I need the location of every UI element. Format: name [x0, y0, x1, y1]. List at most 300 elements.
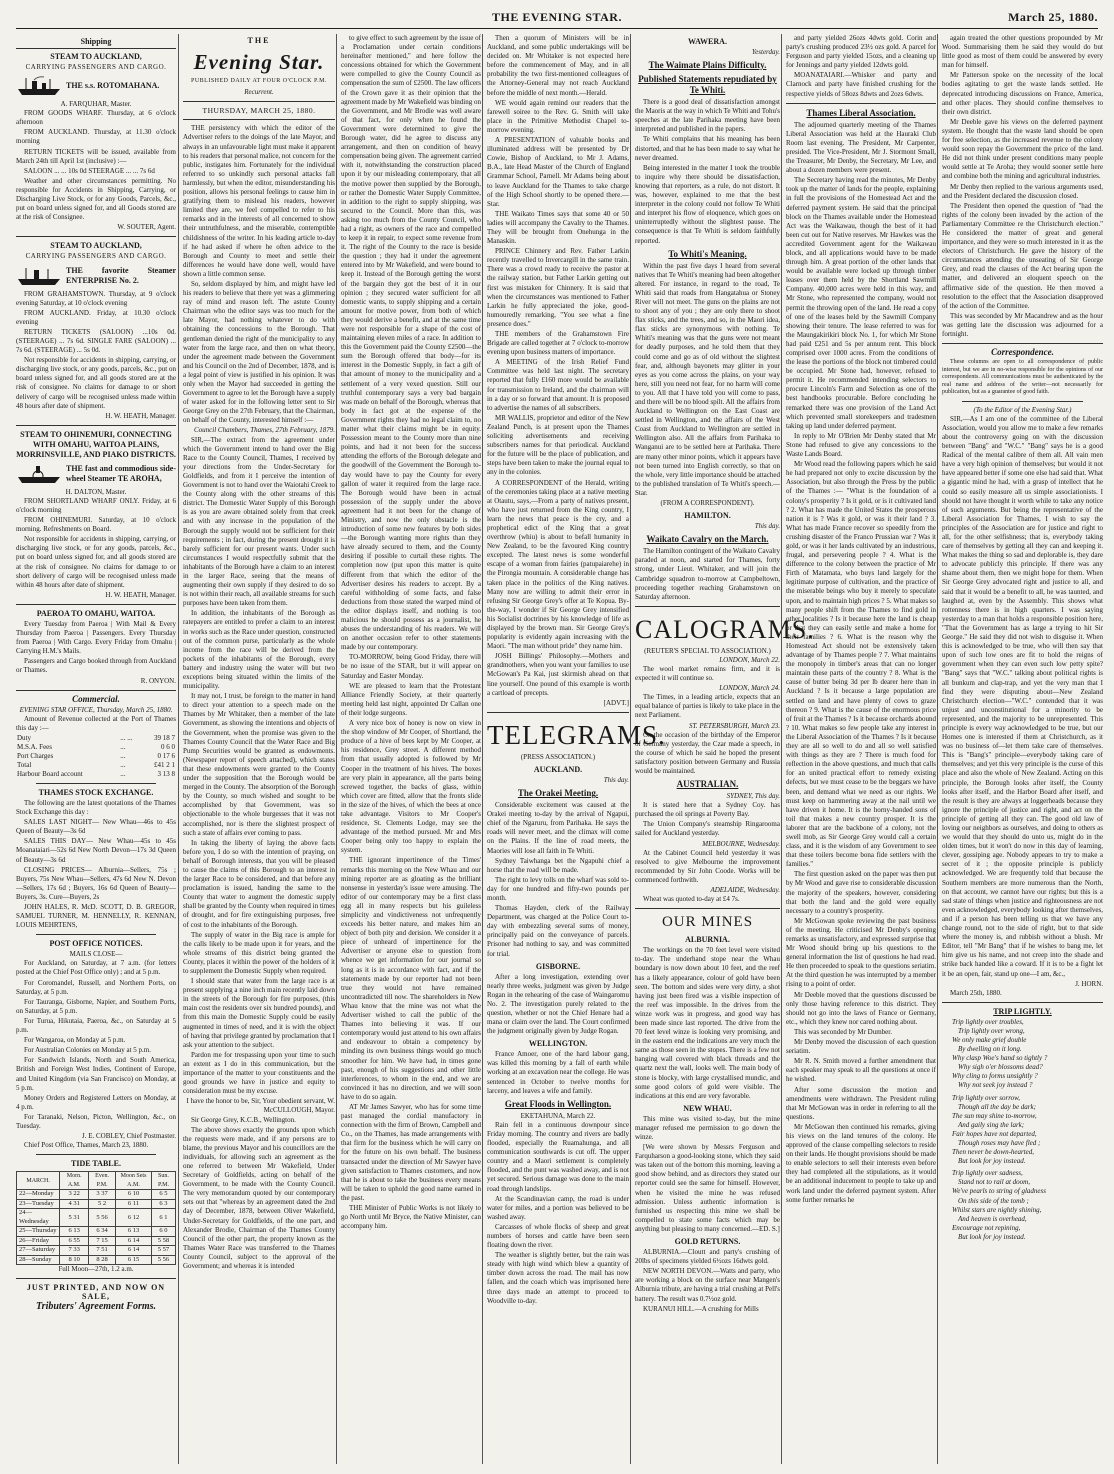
schedule: FROM OHINEMURI. Saturday, at 10 o'clock morning. Refreshments on Board. [16, 516, 176, 534]
stock-exchange-heading: THAMES STOCK EXCHANGE. [38, 787, 154, 797]
revenue-cell: ... [120, 751, 126, 760]
advertisement-paragraph: JOSH Billings' Philosophy.—Mothers and grandmothers, when you want your families to use McGowan's Pa Kai, just skirmish ahead on that line yourself. One pound of this example is worth a cartload of precepts. [487, 652, 629, 697]
tide-column-header: Even. P.M. [89, 1172, 116, 1190]
dateline-heading: HAMILTON. [684, 511, 731, 521]
tide-cell: 5 56 [151, 1255, 175, 1265]
poem-line: And gaily sing the lark; [958, 1120, 1025, 1129]
schedule: FROM SHORTLAND WHARF ONLY. Friday, at 6 o'clock morning [16, 496, 176, 514]
divider [487, 712, 629, 713]
mine-report: [We were shown by Messrs Ferguson and Farquharson a good-looking stone, which they said was taken out of the bottom this morning, leaving a good show behind, and as directors they stated our reporter could see the same for himself. However, when he visited the mine he was refused admission. Unless authentic information is furnished us respecting this mine we shall be compelled to state some facts which may be anything but pleasing to many concerned.—ED. S.] [635, 1143, 780, 1233]
tide-cell: 28—Sunday [17, 1255, 60, 1265]
divider [942, 343, 1103, 344]
steamship-ad [16, 463, 176, 485]
mines-heading: OUR MINES [661, 914, 754, 931]
column-7 [937, 34, 1103, 1464]
poem-line: Fair hopes have not departed, [952, 1129, 1037, 1138]
tide-cell: 6 14 [116, 1246, 152, 1256]
ship-name: THE favorite Steamer ENTERPRISE No. 2. [66, 265, 176, 285]
manager-signature: H. W. HEATH, Manager. [105, 590, 176, 599]
editorial-paragraph: THE persistency with which the editor of the Advertiser refers to the doings of the late Mayor, and always in an unfavourable light must make it apparent to his readers that personal malice, not concern for the public, instigates him. Fortunately for the individual referred to so unkindly such personal attacks fall harmlessly, but when the editor, misunderstanding his position, allows his personal feelings to cause him in gratifying them to mislead his readers, however limited they are, we feel compelled to refer to his remarks and in the interests of all concerned to show their untruthfulness, and the miserable, contemptible childishness of the writer. In his leading article to-day if he had asked if where he often advice to the Borough and County to meet and settle their differences he would have done well, would have shown a little common sense. [183, 124, 336, 278]
tide-cell: 6 3 [151, 1199, 175, 1209]
revenue-cell: £41 2 1 [154, 760, 175, 769]
paddle-steamer-icon [16, 463, 62, 485]
schedule: FROM GRAHAMSTOWN. Thursday, at 9 o'clock evening Saturday, at 10 o'clock evening [16, 289, 176, 307]
tide-cell: 26—Friday [17, 1236, 60, 1246]
divider [16, 236, 176, 237]
poem-line: Trip lightly over troubles, [952, 1017, 1024, 1026]
tide-cell: 8 10 [60, 1255, 89, 1265]
disclaimer: Weather and other circumstances permitting. No responsible for Accidents in Shipping, Carrying, or Discharging Live Stock, or for any Goods, Parcels, &c., put on board unless signed for, and all Goods stored are at the risk of Consignee. [16, 176, 176, 222]
poem-line: Why not seek joy instead ? [958, 1081, 1033, 1090]
news-paragraph: A very nice box of honey is now on view in the shop window of Mr Cooper, of Shortland, the produce of a hive of bees kept by Mr Cooper, at his residence, Grey street. A different method from that usually adopted is followed by Mr Cooper in the treatment of his hives. The boxes are very plain in appearance, all the parts being screwed together, the backs of glass, within which cover are fitted, allow that the fronts slide in the size of the hives, of which the bees at once take advantage. Visitors to Mr Cooper's residence, St. Clements Lodge, may see the advantage of the method pursued. Mr and Mrs Cooper being only too happy to explain the system. [341, 719, 481, 855]
dateline: LONDON, March 22. [719, 655, 780, 664]
letter-address: Council Chambers, Thames, 27th February, 1879. [194, 426, 335, 435]
steamship-icon [16, 75, 62, 97]
news-paragraph: THE Waikato Times says that some 40 or 50 ladies will accompany the Cavalry to the Thames. They will be brought from Onehunga in the Manaskin. [487, 209, 629, 246]
tide-cell: 6 55 [60, 1236, 89, 1246]
tide-cell: 3 37 [89, 1190, 116, 1200]
letter-paragraph: SIR,—As I am one of the committee of the Liberal Association, would you allow me to make a few remarks about the controversy going on with the discussion between "Bang" and "W.C." "Bang" says he is a good Radical of the mental calibre of them all. All vain men have a very high opinion of themselves; but would it not have appeared better if some one else had said that. What a gigantic mind he had, with a grasp of intellect that he could so easily measure all us simple associationists. I should not have thought it worth while to take any notice of such arguments. But being the representative of the Liberal Association for Thames, I wish to say the principles of the Association are for justice and right to all, for the other selfishness; that is, everybody taking care of themselves by getting all they can and keeping it. What makes the thing so sad and deplorable is, they dare to advocate publicly this principle. If there was any shame about them, then we might hope for them. When Sir George Grey advocated right and justice to all, and said that it would be a benefit to all, he was taunted, and laughed at, even by the Assembly. This shows what rottenness there is in high quarters. I was saying yesterday to a man that holds a responsible position here, "That the Government has as large a trying to hit Sir George." He said they did not wish to disguise it. When this is acknowledged to be true, who will then say that upon of such low ones are fit to hold the reigns of government when they can even such low petty spite? "Bang" says that "W.C." talking about political rights is all bunkum and clap-trap, and yet the very man that I find they were disputing about—New Zealand Christchurch election—"W.C." contended that it was unjust and unconstitutional for a minority to be represented, and the majority to be unrepresented. This principle is every way acknowledged to be true, but our Homes one is interested if them at Christchurch, as it was no business of—let them take care of themselves. This is "Bang's" principle—everybody taking care of themselves; and yet this very principle is the curse of this place and also the whole of New Zealand. Acting on this principle, the Borough looks after itself, the County looks after itself, and the Harbor Board after itself, and the result is they are always at loggerheads because they ignore the principle of justice and right, and act on the principle of getting all they can. The good old law of loving our neighbors as ourselves, and doing to others as we would that they should do unto us, might do in the olden times, but it won't do now in this day of learning, clever, gossiping age. Nobody appears to try to make a secret of it ; the opposite principle is publicly acknowledged. We are frequently told that because the Southern members are more numerous than the North, on that account, we cannot have our rights; but this is a sad state of things when justice and righteousness are not even acknowledged, everybody looking after themselves, and if a person has been telling us that we have any change round, not to the side of right, but to that side where the money is, and rubbish without a blush. Mr Editor, tell "Mr Bang" that if he wishes to bang me, let him give us his name, and not creep into the shade and strike back handed like a coward. If it is to be a fight let it be an open, fair, stand up one—I am, &c., [942, 414, 1103, 978]
tide-table-heading: TIDE TABLE. [71, 1159, 121, 1169]
news-paragraph: AT Mr James Sawyer, who has for some time past managed the cordial manufactory in connection with the firm of Brown, Campbell and Co., on the Thames, has made arrangements with that firm for the business which he will carry on for the future on his own behalf. The business transacted under the direction of Mr Sawyer have given satisfaction to Thames customers, and now that he is about to take the business every means will be taken to uphold the good name earned in the past. [341, 1102, 481, 1202]
ad-subtitle: CARRYING PASSENGERS AND CARGO. [25, 63, 167, 71]
revenue-table [16, 734, 176, 779]
tide-cell: 3 22 [60, 1190, 89, 1200]
telegram-paragraph: Thomas Hayden, clerk of the Railway Department, was charged at the Police Court to-day with embezzling several sums of money, principally paid on the conveyance of parcels. Prisoner had nothing to say, and was committed for trial. [487, 904, 629, 958]
mail-notice: For Australian Colonies on Monday at 5 p.m. [24, 1046, 151, 1055]
ship-master: A. FARQUHAR, Master. [60, 100, 132, 109]
tide-cell: 6 5 [151, 1190, 175, 1200]
poem-line: And heaven is overhead, [958, 1214, 1027, 1223]
letter-paragraph: The supply of water in the Big race is ample for the calls likely to be made upon it for years, and the whole streams of this district being granted the County, places it within the power of the holders of it to supplement the Domestic Supply when required. [183, 930, 335, 975]
revenue-cell: 0 6 0 [161, 742, 175, 751]
subheading: The Waimate Plains Difficulty. [648, 60, 767, 71]
full-moon-note: Full Moon—27th, 1.2 a.m. [58, 1265, 134, 1274]
ad-title: STEAM TO OHINEMURI, CONNECTING WITH OMAHU, WAITOA PLAINS, MORRINSVILLE, AND PIAKO DISTRICTS. [16, 429, 176, 459]
news-paragraph: A CORRESPONDENT of the Herald, writing of the ceremonies taking place at a native meeting at Otautu, says,—From a party of natives present, who have just returned from the King country, I learn the news that peace is the cry, and a prophetical edict of the King that a great overthrow (whiu) is about to befall humanity in New Zealand, to be the favoured King country excepted. The latest news is some wonderful escape of a woman from fairies (patupaiarehe) in the Pirongia mountain. A considerable change has taken place in the politics of the King natives. Many now are willing to admit their error in refusing Sir George Grey's offer at Te Kopua. By-the-way, I wonder if Sir George Grey intensified his Socialist doctrines by his knowledge of life as displayed by the brown man. Sir George Grey's popularity is evidently again increasing with the Maori. "The man without pride" they name him. [487, 478, 629, 651]
meeting-paragraph: After some discussion the motion and amendments were withdrawn. The President ruling that Mr McGowan was in order in referring to all the questions. [786, 1085, 936, 1121]
office-dateline: EVENING STAR OFFICE, Thursday, March 25, 1880. [19, 705, 173, 714]
poem-line: Whilst stars are nightly shining, [952, 1205, 1042, 1214]
poem-line: On this side of the tomb ; [958, 1196, 1029, 1205]
gold-returns-heading: GOLD RETURNS. [674, 1237, 741, 1247]
mine-heading: NEW WHAU. [683, 1103, 732, 1113]
meeting-paragraph: The adjourned quarterly meeting of the Thames Liberal Association was held at the Hauraki Club Room last evening. The President, Mr Carpenter, presided. The Vice-President, Mr J. Stormont Small, the Treasurer, Mr Denby, the Secretary, Mr Lee, and about a dozen members were present. [786, 120, 936, 175]
poem-line: Trip lightly over sorrow, [952, 1093, 1021, 1102]
fares: RETURN TICKETS (SALOON) ...10s 0d. (STEERAGE) ... 7s 6d. SINGLE FARE (SALOON) ... 7s 6d. (STEERAGE) ... 5s 0d. [16, 327, 176, 355]
subheading: Waikato Cavalry on the March. [646, 534, 769, 545]
tide-table [16, 1171, 176, 1265]
divider [16, 425, 176, 426]
header-rule [16, 28, 1098, 29]
letter-closing: I have the honor to be, Sir, Your obedient servant, W. McCULLOUGH, Mayor. [186, 1097, 335, 1115]
gold-return: ALBURNIA.—Cloutt and party's crushing of 20lbs of specimens yielded 6½ozs 16dwts gold. [635, 1248, 780, 1266]
tide-cell: 6 13 [60, 1227, 89, 1237]
tide-cell: 7 51 [89, 1246, 116, 1256]
meeting-paragraph: Mr Deeble moved that the questions discussed be only those having reference to this district. They should not go into the laws of France or Germany, etc., which they knew nor cared nothing about. [786, 990, 936, 1026]
cable-paragraph: It is stated here that a Sydney Coy. has purchased the oil springs at Poverty Bay. [635, 801, 780, 819]
correspondence-disclaimer: These columns are open to all correspondence of public interest, but we are in no-wise responsible for the opinions of our correspondents. All communications must be authenticated by the real name and address of the writer—not necessarily for publication, but as a guarantee of good faith. [942, 359, 1103, 396]
meeting-paragraph: Mr R. N. Smith moved a further amendment that each speaker may speak to all the questions at once if he wished. [786, 1057, 936, 1084]
tide-row [17, 1255, 176, 1265]
divider [183, 101, 335, 102]
subheading: Great Floods in Wellington. [504, 1098, 612, 1109]
tide-cell: 6 11 [116, 1199, 152, 1209]
revenue-row [16, 770, 176, 779]
revenue-cell: ... [120, 769, 126, 778]
letter-paragraph: In addition, the inhabitants of the Borough as ratepayers are entitled to prefer a claim to an interest in works such as the Race under question, constructed out of the common purse, particularly as the whole income from the race will be derived from the pockets of the inhabitants of the Borough, every battery and industry using the water will but two exceptions being situated within the limits of the municipality. [183, 609, 335, 691]
schedule: Every Tuesday from Paeroa | With Mail & Every Thursday from Paeroa | Passengers. Every Thursday from Paeroa | With Cargo. Every Friday from Omahu | Carrying H.M.'s Mails. [16, 619, 176, 656]
telegrams-heading: TELEGRAMS. [487, 719, 666, 750]
poem-line: We only make grief double [952, 1035, 1027, 1044]
telegram-paragraph: Carcasses of whole flocks of sheep and great numbers of horses and cattle have been seen floating down the river. [487, 1222, 629, 1250]
gold-return: MOANATAIARI.—Whisker and party and Clarnock and party have finished crushing for the respective yields of 58ozs 8dwts and 2ozs 6dwts. [786, 71, 936, 98]
agent-signature: W. SOUTER, Agent. [117, 223, 176, 232]
dateline-heading: AUCKLAND. [533, 764, 583, 774]
meeting-paragraph: again treated the other questions propounded by Mr Wood. Summarising them he said they would do but little good as most of them could be answered by every man for himself. [942, 34, 1103, 70]
dateline-heading: WAWERA. [688, 37, 727, 46]
news-paragraph: TO-MORROW, being Good Friday, there will be no issue of the STAR, but it will appear on Saturday and Easter Monday. [341, 653, 481, 680]
poem-line: Why sigh o'er blossoms dead? [958, 1063, 1043, 1072]
poem-line: The sun may shine to-morrow, [952, 1111, 1037, 1120]
telegram-paragraph: Rain fell in a continuous downpour since Friday morning. The country and rivers are badly flooded, especially the Ruamahunga, and all communication southwards is cut off. The upper country and a Maori settlement is completely flooded, and the punt was washed away, and is not yet secured. Serious damage was done to the main road through landslips. [487, 1120, 629, 1193]
mine-report: The workings on the 70 feet level were visited to-day. The underhand stope near the Whau boundary is now down about 10 feet, and the reef has a likely appearance, colour of gold have been seen. The bottom and sides were very dirty, a shot having just been fired was a visible inspection of the reef was impossible. In the drives from the winze work was in progress, and good way has been made since last reported. The drive from the 70 feet level winze is looking very promising, and in the eastern end the indications are very much the same as those seen in the stopes. There is a few not banging wall covered with black threads and the quartz next the wall, looks well. The main body of stone is blocky, with large crystallised mundic, and some good colors of gold were visible. The indications at this end are very favorable. [635, 946, 780, 1100]
revenue-cell: 3 13 8 [157, 769, 175, 778]
letter-salutation: (To the Editor of the Evening Star.) [973, 405, 1072, 414]
schedule: FROM GOODS WHARF. Thursday, at 6 o'clock afternoon [16, 109, 176, 127]
revenue-cell: 39 18 7 [154, 733, 175, 742]
divider [36, 783, 156, 784]
poem [942, 1018, 1103, 1242]
steamship-ad [16, 265, 176, 287]
letter-signature: J. HORN. [1075, 979, 1103, 988]
issue-date: March 25, 1880. [1008, 10, 1098, 24]
tide-cell: 5 57 [151, 1246, 175, 1256]
letter-paragraph: It may not, I trust, be foreign to the matter in hand to direct your attention to a speech made on the Thames by Mr Whitaker, then a member of the late Government, as showing the intentions and objects of the Government, when the promise was given to the Thames County Council that the Water Race and Big Pump Securities would be granted as endowments. (Newspaper report of speech attached), which states that these endowments were granted to the County under the supposition that the Borough would be merged in the County. The absorption of the Borough by the County, so much wished and sought to be accomplished by that Government, was so objectionable to the whole burgesses that it was not accomplished, nor is there the slightest prospect of such a state of affairs ever coming to pass. [183, 692, 335, 837]
meeting-paragraph: Mr Deeble gave his views on the deferred payment system. He thought that the waste land should be open for free selection, as the increased revenue to the colony would soon repay the Government the price of the land. He did not think under present conditions many people would settle at Te Aroha; they would sooner settle here and combine both the mining and agricultural industries. [942, 117, 1103, 181]
running-head [16, 10, 1098, 26]
news-paragraph: THE ignorant impertinence of the Times' remarks this morning on the New Whau and our mining reporter are as gloating as the brilliant nonsense in yesterday's issue were amusing. The editor of our contemporary may be a first class egg all in many respects but his guileless simplicity and vindictiveness not unfrequently exceeds his better nature, and makes him an object of both pity and derision. We consider it a piece of unheard of impertinence for the Advertiser or anyone else to question from whence we get information for our journal so long as it is in accordance with fact, and if the statements made by our reporter had not been true they would not have remained uncontradicted till now. The shareholders in New Whau know that the mine was not what the Advertiser wished to call the public of the Thames into believing it was. If our contemporary would just attend to his own affairs and endeavour to obtain a competency by minding its own business things would go much smoother for him. We have had, in times gone past, enough of his suggestions and other little interferences, to whom in the end, and we are convinced it has no direction, and we will soon have to do so again. [341, 856, 481, 1101]
masthead-the: THE [247, 36, 271, 45]
schedule: FROM AUCKLAND. Thursday, at 11.30 o'clock morning [16, 128, 176, 146]
postmaster-signature: J. E. COBLEY, Chief Postmaster. [82, 1132, 176, 1141]
revenue-cell: 0 17 6 [157, 751, 175, 760]
revenue-row [16, 734, 176, 743]
revenue-row [16, 761, 176, 770]
tide-cell: 6 15 [116, 1255, 152, 1265]
column-2 [178, 34, 335, 1464]
tide-cell: 6 14 [116, 1236, 152, 1246]
revenue-cell: M.S.A. Fees [17, 742, 53, 751]
tide-column-header: Moon Sets A.M. [116, 1172, 152, 1190]
poem-line: Why clasp Woe's hand so tightly ? [952, 1054, 1048, 1063]
advt-marker: [ADVT.] [603, 698, 629, 707]
letter-paragraph: I should state that water from the large race is at present supplying a nine inch main recently laid down in the streets of the Borough for fire purposes, (this main cost the residents over six hundred pounds), and from this main the Domestic Supply could be easily augmented in times of need, and it is with the object of having that privilege granted by proclamation that I ask your attention to the subject. [183, 977, 336, 1049]
dateline: MELBOURNE, Wednesday. [702, 839, 780, 848]
tide-cell: 6 10 [116, 1190, 152, 1200]
stock-sales: SALES LAST NIGHT— New Whau—46s to 45s Queen of Beauty—3s 6d [16, 818, 176, 836]
cable-paragraph: The Times, in a leading article, expects that an equal balance of parties is likely to take place in the next Parliament. [635, 693, 780, 720]
letter-recipient: Sir George Grey, K.C.B., Wellington. [191, 1115, 296, 1124]
tide-cell: 5 31 [60, 1209, 89, 1227]
meeting-paragraph: Mr McGowan spoke reviewing the past business of the meeting. He criticised Mr Denby's opening remarks as unsatisfactory, and expressed surprise that Mr Wood should bring up his questions to the general information the list of questions he had read. He then proceeded to speak to the questions seriatim. At the third question he was interrupted by a member rising to a point of order. [786, 916, 936, 989]
telegram-paragraph: The right to levy tolls on the wharf was sold to-day for one hundred and fifty-two pounds per month. [487, 875, 629, 902]
ad-title: PAEROA TO OMAHU, WAITOA. [36, 608, 156, 618]
steamship-icon [16, 265, 62, 287]
mail-notice: For Tauranga, Gisborne, Napier, and Southern Ports, on Saturday, at 5 p.m. [16, 997, 176, 1015]
dateline: This day. [754, 522, 780, 531]
tide-cell: 23—Tuesday [17, 1199, 60, 1209]
revenue-cell: Duty [17, 733, 31, 742]
dateline: Yesterday. [751, 48, 780, 56]
dateline: ST. PETERSBURGH, March 23. [689, 721, 780, 730]
divider [16, 1278, 176, 1279]
column-4 [482, 34, 666, 1464]
poem-line: Though all the day be dark; [958, 1102, 1036, 1111]
letter-paragraph: Pardon me for trespassing upon your time to such an extent as I do in this communication, but the importance of the matter to your constituents and the good grounds we have in justice and equity to consideration must be my excuse. [183, 1050, 335, 1096]
post-office-date: Chief Post Office, Thames, March 23, 1880. [24, 1141, 149, 1150]
tide-row [17, 1190, 176, 1200]
gold-return: and party yielded 26ozs 4dwts gold. Corin and party's crushing produced 23½ ozs gold. A parcel for Ferguson and party yielded 15ozs, and a cleaning up for Jennings and party yielded 12dwts gold. [786, 34, 936, 70]
news-paragraph: Then a quorum of Ministers will be in Auckland, and some public undertakings will be decided on. Mr Whitaker is not expected here before the commencement of May, and in all probability the two first-mentioned colleagues of the Attorney-General may not reach Auckland before the middle of next month.—Herald. [487, 34, 629, 97]
tributers-forms: Tributers' Agreement Forms. [35, 1300, 157, 1312]
correspondence-heading: Correspondence. [991, 347, 1054, 358]
tide-cell: 6 34 [89, 1227, 116, 1237]
news-paragraph: THE Minister of Public Works is not likely to go North until Mr Bryce, the Native Minister, can accompany him. [341, 1204, 481, 1231]
ad-subtitle: CARRYING PASSENGERS AND CARGO. [25, 252, 167, 261]
stock-sales: SALES THIS DAY— New Whau—45s to 45s Moanataiari—52s 6d New North Devon—17s 3d Queen of Beauty—3s 6d [16, 837, 176, 864]
dateline-heading: GISBORNE. [535, 961, 581, 971]
poem-line: Stand not to rail at doom, [958, 1178, 1030, 1187]
mail-notice: For Wangaroa, on Monday at 5 p.m. [24, 1036, 126, 1045]
mine-heading: ALBURNIA. [685, 935, 730, 945]
newspaper-title: THE EVENING STAR. [492, 10, 622, 24]
signature: R. ONYON. [140, 676, 176, 685]
stock-intro: The following are the latest quotations of the Thames Stock Exchange this day : [16, 798, 176, 817]
tide-row [17, 1227, 176, 1237]
letter-paragraph: SIR,—The extract from the agreement under which the Government intend to hand over the Big Race to the County Council, Thames, I received by your directions from the Under-Secretary for Goldfields, and from it I perceive the intention of Government is not to hand over the Waiotahi Creek to the County along with the other streams of this district. The Domestic Water Supply of this Borough is as you are aware obtained solely from that creek and with any increase in the population of the Borough the supply would not be sufficient for their requirements ; in fact, during the present drought it is barely sufficient for our present wants. Under such circumstances I would respectfully submit that the inhabitants of the Borough have a claim to an interest in the larger Race, seeing that the means of augmenting their own supply if they desired to do so is not within their reach, all available streams for such purposes have been taken from them. [183, 435, 335, 608]
dateline-heading: WELLINGTON. [528, 1039, 588, 1049]
meeting-paragraph: Mr Denby moved the discussion of each question seriatim. [786, 1038, 936, 1056]
subheading: Thames Liberal Association. [806, 107, 916, 118]
revenue-row [16, 743, 176, 752]
reuters-note: (REUTER'S SPECIAL TO ASSOCIATION.) [644, 646, 771, 655]
meeting-paragraph: Mr Wood read the following papers which he said he had prepared not only to excite discussion by the Association, but also through the Press by the public of the Thames :— "What is the foundation of a colony's prosperity ? Is it gold, or is it cultivated land ? 2. What has made the United States the prosperous nation it is ? Was it gold, or was it their land ? 3. What has made France recover so speedily from the crushing disaster of the Franco Prussian war ? Was it gold, or was it her lands cultivated by an industrious, frugal, and persevering people ? 4. What is the difference to the colony between the practice of Mr Firth of Matamata, who buys land largely for the legitimate purpose of cultivation, and the practice of the miserable beings who buy it merely to speculate upon, and to maintain high prices ? 5. What makes so many people shift from the Thames to find gold in other localities ? Is it because here the land is cheap or that they can easily settle and make a home for their families ? 6. What is the reason why the Homestead Act should not be extensively taken advantage of by Thames people ? 7. What maintains the monopoly in timber's areas that can no longer maintain these parts of the country ? 8. What is the cause of butter being 3d per lb dearer here than in Auckland ? Is it because a large population are settled on land and have plenty of cows to graze thereon ? 9. What is the cause of the enormous price of fruit at the Thames ? Is it because orchards abound ? 10. What makes so few people take any interest in the Liberal Association of the Thames ? Is it because they are all so well to do and all so well satisfied with things as they are ? There is much food for reflection in the above questions, and much that calls for an united practical effort to remedy existing defects, but we must cease to be the beggars we have been, and demand what we need as our rights. We must keep on hammering away at the nail until we have driven it home. It is the horny-handed sons of toil that makes a new country prosper. It is the laborer that are the backbone of a colony, not the swell mob, as Sir George Grey would call a certain class, and it is the wisdom of any Government to see that these toilers become bona fide settlers with the families." [786, 460, 936, 869]
dateline: ADELAIDE, Wednesday. [710, 886, 780, 895]
revenue-cell: ... [120, 760, 126, 769]
mails-close: MAILS CLOSE— [69, 950, 123, 959]
subheading: To Whiti's Meaning. [668, 248, 747, 259]
tide-row [17, 1209, 176, 1227]
poem-line: Why cling to forms unsightly ? [952, 1072, 1038, 1081]
mail-notice: For Coromandel, Russell, and Northern Ports, on Saturday, at 5 p.m. [16, 978, 176, 996]
tide-cell: 6 1 [151, 1209, 175, 1227]
mail-notice: For Sandwich Islands, North and South America, British and Foreign West Indies, Continent of Europe, and United Kingdom (via San Francisco) on Monday, at 5 p.m. [16, 1056, 176, 1092]
calograms-heading: CALOGRAMS. [635, 614, 815, 644]
poem-line: But look for joy instead. [958, 1232, 1026, 1241]
revenue-cell: Total [17, 760, 32, 769]
letter-paragraph: In taking the liberty of laying the above facts before you, I do so with the intention of praying, on behalf of Borough interests, that you will be pleased to cause the claims of this Borough to an interest in the larger Race to be considered, and that before any proclamation is issued, handing the same to the County that water to augment the domestic supply shall be granted by the County when required in times of drought, and for fire extinguishing purposes, free of cost to the inhabitants of the Borough. [183, 838, 335, 929]
news-paragraph: Within the past five days I heard from several natives that Te Whiti's meaning had been altogether altered. For instance, in regard to the road, Te Whiti said that roads from Hangatahua or Stoney River will not meet. The guns on the plains are not to shoot any of you ; they are only there to shoot flax sticks, and the trees, and so, in the Maori idea, flax sticks are synonymous with nothing. Te Whiti's meaning was that the guns were not meant for deadly purposes, and he told them that they could come and go as of old without the slightest fear, and, although bayonets may glitter in your eyes as you come across the plains, on your way here, still you need not fear, for no harm will come to you. All that I have told you will come to pass, and there will be no blood spilt. All the affairs from Auckland to Wellington on the East Coast are settled in Wellington, and the affairs of the West Coast from Auckland to Wellington are settled in Wellington also. All the affairs from Parihaka to Wanganui are to be settled here at Parihaka. There are many other minor points, which it appears have not been turned into English correctly, so that on the whole, very little importance should be attached to the published translation of Te Whiti's speech.—Star. [635, 261, 781, 497]
divider [36, 934, 156, 935]
cable-paragraph: The wool market remains firm, and it is expected it will continue so. [635, 664, 780, 683]
fares: SALOON ... ... 10s 0d STEERAGE ... ... 7s 6d [24, 166, 155, 175]
cable-paragraph: On the occasion of the birthday of the Emperor of Germany yesterday, the Czar made a speech, in the course of which he said he hoped the present satisfactory position between Germany and Russia would be maintained. [635, 730, 780, 775]
tide-cell: 5 58 [151, 1236, 175, 1246]
tide-cell: 5 56 [89, 1209, 116, 1227]
revenue-cell: Port Charges [17, 751, 54, 760]
revenue-row [16, 752, 176, 761]
divider [183, 119, 335, 120]
poem-line: But look for joy instead. [958, 1157, 1026, 1166]
poem-line: Though roses may have fled ; [958, 1139, 1041, 1147]
cable-paragraph: Wheat was quoted to-day at £4 7s. [643, 895, 740, 904]
schedule: FROM AUCKLAND. Friday, at 10.30 o'clock evening [16, 308, 176, 326]
cable-paragraph: The Union Company's steamship Ringarooma sailed for Auckland yesterday. [635, 820, 780, 838]
telegram-paragraph: Considerable excitement was caused at the Orakei meeting to-day by the arrival of Ngapui, chief of the Ngaruru, from Parihaka. He says the roads will never meet, and the climax will come on the Plains. If the line of road meets, the Maories will lose all faith in Te Whiti. [487, 801, 629, 855]
tide-cell: 24—Wednesday [17, 1209, 60, 1227]
poem-line: Trip lightly over sadness, [952, 1169, 1023, 1178]
divider [16, 690, 176, 691]
meeting-paragraph: The Secretary having read the minutes, Mr Denby took up the matter of lands for the people, explaining in full the provisions of the Homestead Act and the deferred payment system. He said that the principal block on the Thames available under the Homestead Act was the Waikawau, though the best of it had been cut out for Native reserves. Mr Hawkes was the accredited Government agent for the Waikawau block, and all applications would have to be made through him. A great portion of the other lands that would be available were locked up through timber leases over them held by the Shortland Sawmill Company. 40,000 acres were held in this way, and Mr Stone, who represented the company, would not permit the throwing open of the land. He read a copy of one of the leases held by the Sawmill Company showing their tenure. The lease referred to was for the Maungakirikiri block No. 1, for which Mr Stone had paid £251 and 5s per annum rent. This block comprised over 1000 acres. From the conditions of the lease the portions of the block not timbered could be occupied. Mr Stone had, however, refused to permit it. He recommended intending selectors to procure Lincoln's Farm and Selection as one of the best handbooks procurable. Before concluding he remarked there was one provision of the Land Act which prevented small storekeepers and tradesmen taking up land under deferred payment. [786, 176, 936, 430]
dateline: SYDNEY, This day. [726, 792, 780, 801]
dateline: LONDON, March 24. [719, 684, 780, 693]
tide-cell: 6 0 [151, 1227, 175, 1237]
meeting-paragraph: This was seconded by Mr Dumber. [794, 1027, 892, 1036]
subheading: AUSTRALIAN. [676, 779, 739, 790]
tide-row [17, 1199, 176, 1209]
post-office-heading: POST OFFICE NOTICES. [49, 939, 143, 949]
mail-notice: For Auckland, on Saturday, at 7 a.m. (for letters posted at the Chief Post Office only) ; and at 5 p.m. [16, 959, 176, 977]
dateline: EKETAHUNA, March 22. [520, 1111, 596, 1120]
tide-cell: 27—Saturday [17, 1246, 60, 1256]
revenue-cell: Harbour Board account [17, 769, 83, 778]
revenue-intro: Amount of Revenue collected at the Port of Thames this day :— [16, 714, 176, 732]
disclaimer: Not responsible for accidents in shipping, carrying, or discharging live stock, or for any goods, parcels, &c., put on board unless signed for, and all goods stored are at the risk of consignee. No claims for damage to or short delivery of cargo will be recognised unless made within 48 hours after date of shipment. [16, 535, 176, 589]
ship-name: THE fast and commodious side-wheel Steamer TE AROHA, [66, 463, 176, 483]
meeting-paragraph: Mr Denby then replied to the various arguments used, and the President declared the discussion closed. [942, 182, 1103, 200]
commercial-heading: Commercial. [72, 693, 120, 704]
poem-line: Then never be down-hearted, [952, 1148, 1035, 1157]
shipping-heading: Shipping [16, 37, 176, 49]
dateline: This day. [603, 775, 629, 784]
divider [36, 1154, 156, 1155]
just-printed: JUST PRINTED, AND NOW ON SALE, [26, 1283, 166, 1302]
news-paragraph: PRINCE Chinnery and Rev. Father Larkin recently travelled to Invercargill in the same train. There was a crowd ready to receive the pastor at the railway station, but Father Larkin getting out first was mistaken for Chinnery. It is said that when the circumstances was mentioned to Father Larkin he fully appreciated the joke, good-humouredly remarking, "You see what a fine presence does." [487, 247, 629, 328]
divider [962, 401, 1083, 402]
ticket-notice: RETURN TICKETS will be issued, available from March 24th till April 1st (inclusive) :— [16, 147, 176, 165]
news-paragraph: MR WALLIS, proprietor and editor of the New Zealand Punch, is at present upon the Thames soliciting advertisements and receiving subscribers names for that periodical. Auckland for the future will be the place of publication, and steps have been taken to make the journal equal to any in the colonies. [487, 413, 629, 477]
subheading: The Orakei Meeting. [517, 788, 599, 799]
correspondent-note: (FROM A CORRESPONDENT). [660, 499, 755, 508]
divider [635, 606, 780, 607]
disclaimer: Not responsible for accidents in shipping, carrying, or discharging live stock, or any goods, parcels, &c., put on board unless signed for, and all goods stored are at the risk of consignee. No claims for damage to or short delivery of cargo will be recognised unless made within 48 hours after date of shipment. [16, 356, 176, 410]
steamship-ad [16, 75, 176, 97]
tide-cell: 7 33 [60, 1246, 89, 1256]
masthead: Evening Star. [193, 50, 325, 75]
manager-signature: H. W. HEATH, Manager. [105, 411, 176, 420]
stock-prices: CLOSING PRICES— Alburnia—Sellers, 75s ; Buyers, 75s New Whau—Sellers, 47s 6d New N. Devon—Sellers, 17s 6d ; Buyers, 16s 6d Queen of Beauty—Buyers, 3s. Cure—Buyers, 2s [16, 865, 176, 901]
column-3 [336, 34, 481, 1464]
telegram-paragraph: After a long investigation, extending over nearly three weeks, judgment was given by Judge Rogan in the rehearing of the case of Waingaromu No. 2. The investigation purely related to the question, whether or not the Chief Henare had a mana or claim over the land. The Court confirmed the judgment originally given by Judge Rogan. [487, 972, 629, 1036]
tide-cell: 22—Monday [17, 1190, 60, 1200]
revenue-cell: ... ... [120, 733, 133, 742]
meeting-paragraph: The President then opened the question of "had the rights of the colony been invaded by the action of the Parliamentary Committee re the Christchurch election." He considered the matter of great and general importance, and they were so much interested in it as the electors of Christchurch. He gave the history of the circumstances attending the unseating of Sir George Grey, and read the clauses of the Act bearing upon the matter, and delivered an eloquent speech on the affirmative side of the question. He then moved a resolution to the effect that the Association disapproved of the action of the Committee. [942, 201, 1103, 310]
meeting-paragraph: Mr McGowan then continued his remarks, giving his views on the land tenures of the colony. He approved of the clause compelling selectors to reside on their lands. He thought provisions should be made to enable selectors to sell their interests even before they had completed all the stipulations, as it would be an additional inducement to people to take up and work land under the deferred payment system. After some further remarks he [786, 1122, 936, 1204]
divider [635, 908, 780, 909]
column-5 [630, 34, 815, 1464]
tide-column-header: Sun. P.M. [151, 1172, 175, 1190]
editorial-paragraph: The above shows exactly the grounds upon which the requests were made, and if any persons are to blame, the previous Mayor and his councillors are the individuals, for allowing such an agreement as the one referred to between Mr Wakefield, Under Secretary of Goldfields, acting on behalf of the Government, to be made with the County Council. The very memorandum quoted by our contemporary sets out that "whereas by an agreement dated the 2nd day of December, 1878, between Oliver Wakefield, Under-Secretary for Goldfields, of the one part, and Alexander Brodie, Chairman of the Thames County Council of the other part, the property known as the Thames Water Race was transferred to the Thames County Council, subject to the approval of the Government; and whereas it is intended [183, 1125, 335, 1270]
meeting-paragraph: This was seconded by Mr Macandrew and as the hour was getting late the discussion was adjourned for a fortnight. [942, 311, 1103, 338]
tide-row [17, 1236, 176, 1246]
editorial-paragraph: So, seldom displayed by him, and might have led his readers to believe that there yet was a glimmering ray of mind and reason left. The astute County Chairman who the editor says was too much for the late Mayor, had nothing whatever to do with obtaining the concessions to the Borough. That gentleman denied the right of the municipality to any water from the large race, and then on what theory, under the agreement made between the Government and his Council on the 2nd of December, 1878, and is a legal point of view is justified in his opinion. It was only when the Mayor had succeeded in getting the Government to agree to let the Borough have a supply of water asked for in the following letter sent to Sir George Grey on the 27th February, that the Chairman, on behalf of the County, interested himself :— [183, 279, 335, 425]
news-paragraph: WE would again remind our readers that the farewell soiree to the Rev. G. Smith will take place in the Primitive Methodist Chapel to-morrow evening. [487, 98, 629, 134]
edition-date: THURSDAY, MARCH 25, 1880. [202, 106, 316, 116]
column-1 [16, 34, 176, 1464]
news-paragraph: A MEETING of the Irish Relief Fund Committee was held last night. The secretary reported that fully £160 more would be available for transmission to Ireland, and the chairman will in a day or so forward that amount. It is proposed to advertise the names of all subscribers. [487, 358, 629, 412]
divider [786, 103, 936, 104]
meeting-paragraph: Mr Patterson spoke on the necessity of the local bodies agitating to get the waste lands settled. He deprecated introducing discussions on France, America, and other places. They should confine themselves to their own district. [942, 71, 1103, 116]
poem-title: TRIP LIGHTLY. [993, 1006, 1052, 1016]
letter-date: March 25th, 1880. [950, 988, 1002, 997]
telegram-paragraph: France Amoer, one of the hard labour gang, was killed this morning by a fall of earth while working at an excavation near the college. He was sentenced in October to twelve months for larceny, and leaves a wife and family. [487, 1050, 629, 1095]
tide-column-header: Morn. A.M. [60, 1172, 89, 1190]
column-6 [781, 34, 936, 1464]
tide-cell: 8 28 [89, 1255, 116, 1265]
news-paragraph: A PRESENTATION of valuable books and illuminated address will be presented by Dr Cowie, Bishop of Auckland, to Mr J. Adams, B.A., late Head Master of the Church of England Grammar School, Parnell. Mr Adams being about to leave Auckland for the Thames to take charge of the High School shortly to be opened there.—Star. [487, 136, 629, 208]
news-paragraph: THE members of the Grahamstown Fire Brigade are called together at 7 o'clock to-morrow evening upon business matters of importance. [487, 330, 629, 357]
gold-return: KURANUI HILL.—A crushing for Mills [643, 1304, 759, 1313]
editorial-paragraph: to give effect to such agreement by the issue of a Proclamation under certain conditions hereinafter mentioned," and here follow the concessions obtained for which the Government were compelled to give the County Council as compensation the sum of £2500. The law officers of the Crown gave it as their opinion that the agreement made by Mr Wakefield was binding on the Government, and Mr Brodie was well aware of that fact, for only when he found the Government were determined to give the Borough water, did he agree to discuss any arrangement, and then on condition of heavy compensation being given. The agreement carried with it, notwithstanding the construction placed upon it by our misleading contemporary, that all the motive power then supplied by the Borough, or rather the Domestic Water Supply Committee, in addition to the right to supply shipping, was secured to the Council. More than this, was asking too much from the County Council, who had a right, as owners of the race and compelled to keep it in repair, to expect some revenue from it. The right of the County to the race is beside the question ; they had it under the agreement entered into by Mr Wakefield, and were bound to keep it. Instead of the Borough getting the worst of the bargain they got the best of it in our opinion ; they secured water sufficient for all domestic wants, to supply shipping and a certain amount for motive power, from both of which they would derive a benefit, and at the same time were not responsible for a shape of the cost of maintaining eleven miles of a race. In addition to this the Government paid the County £2500—the sum the Borough offered that body—for its interest in the Domestic Supply, in fact a gift of that amount of money to the municipality and a settlement of a very vexed question. Still our truthful contemporary says a very bad bargain was made on behalf of the Borough, whereas that body in fact got at the expense of the Government rights they had no legal claim to, no matter what their claims might be in equity. Possession meant to the County more than nine points, and had it not been for the success attending the efforts of the Borough delegate and the goodwill of the Government the Borough to-day would have to pay the County for every gallon of water it required from the large race. The Borough would have been in actual possession of the supply under the above agreement had it not been for the change of Ministry, and now the only obstacle is the introduction of some new features by both sides—the Borough wanting more rights than they have already secured to them, and the County desiring if possible to curtail these rights. The completion now (put upon this matter is quite different from that which the editor of the Advertiser desires his readers to accept. By a careful withholding of some facts, and false deductions from those stated the warped mind of the editor displays itself, and nothing is too malicious he should possess as a journalist, he abuses the understanding of his readers. We will on another occasion refer to other statements made by our contemporary. [341, 34, 481, 652]
gold-return: NEW NORTH DEVON.—Watts and party, who are working a block on the surface near Mangen's Alburnia tribute, are having a trial crushing at Pell's battery. The result was 0.7½oz gold. [635, 1267, 780, 1303]
telegram-paragraph: The weather is slightly better, but the rain was steady with high wind which blew a quantity of timber down across the road. The mail has now fallen, and the coach which was imprisoned here three days made an attempt to proceed to Woodville to-day. [487, 1251, 629, 1305]
masthead-subtitle: PUBLISHED DAILY AT FOUR O'CLOCK P.M. [191, 78, 327, 85]
tide-cell: 6 13 [116, 1227, 152, 1237]
tide-column-header: MARCH. [17, 1172, 60, 1190]
telegram-paragraph: At the Scandinavian camp, the road is under water for miles, and a portion was believed to be washed away. [487, 1194, 629, 1221]
ship-master: H. DALTON, Master. [65, 487, 127, 496]
news-paragraph: There is a good deal of dissatisfaction amongst the Maoris at the way in which Te Whiti and Tohu's speeches at the late Parihaka meeting have been interpreted and published in the papers. [635, 98, 780, 134]
tide-cell: 25—Thursday [17, 1227, 60, 1237]
motto: Recurrent. [244, 88, 274, 97]
tide-cell: 7 15 [89, 1236, 116, 1246]
press-association: (PRESS ASSOCIATION.) [520, 752, 596, 761]
poem-line: Trip lightly over wrong, [958, 1026, 1025, 1035]
mail-notice: For Turua, Hikutaia, Paeroa, &c., on Saturday at 5 p.m. [16, 1016, 176, 1035]
news-paragraph: The Hamilton contingent of the Waikato Cavalry paraded at noon, and started for Thames, forty strong, under Lieut. Whitaker, and will join the Cambridge squadron to-morrow at Campbeltown, proceeding together reaching Grahamstown on Saturday afternoon. [635, 547, 780, 601]
notice: Passengers and Cargo booked through from Auckland or Thames. [16, 657, 176, 675]
telegram-paragraph: Sydney Taiwhanga bet the Ngapuhi chief a horse that the road will be made. [487, 856, 629, 874]
meeting-paragraph: The first question asked on the paper was then put by Mr Wood and gave rise to considerable discussion the majority of the speakers, however, considering that both the land and the gold were equally necessary to a country's prosperity. [786, 870, 936, 915]
ship-name: THE s.s. ROTOMAHANA. [66, 81, 160, 91]
news-paragraph: Te Whiti complains that his meaning has been distorted, and that he has been made to say what he never dreamed. [635, 135, 780, 162]
tide-row [17, 1246, 176, 1256]
revenue-cell: ... [120, 742, 126, 751]
tide-cell: 5 2 [89, 1199, 116, 1209]
ad-title: STEAM TO AUCKLAND, [50, 241, 142, 251]
tide-cell: 6 12 [116, 1209, 152, 1227]
stock-brokers: JOHN HALES, R. McD. SCOTT, D. B. GREGOR, SAMUEL TURNER, M. HENNELLY, R. KENNAN, LOUIS MEHRTENS, [16, 903, 176, 930]
mail-notice: Money Orders and Registered Letters on Monday, at 4 p.m. [16, 1093, 176, 1111]
poem-line: We've pearls to string of gladness [952, 1187, 1046, 1196]
news-paragraph: WE are pleased to learn that the Protestant Alliance Friendly Society, at their quarterly meeting held last night, appointed Dr Callan one of their lodge surgeons. [341, 681, 481, 717]
cable-paragraph: At the Cabinet Council held yesterday it was resolved to give Melbourne the improvement recommended by Sir John Coode. Works will be commenced forthwith. [635, 848, 780, 884]
tide-cell: 4 31 [60, 1199, 89, 1209]
divider [942, 1002, 1103, 1003]
subheading: Published Statements repudiated by Te Whiti. [638, 74, 777, 96]
poem-line: Encourage not repining, [952, 1223, 1021, 1232]
